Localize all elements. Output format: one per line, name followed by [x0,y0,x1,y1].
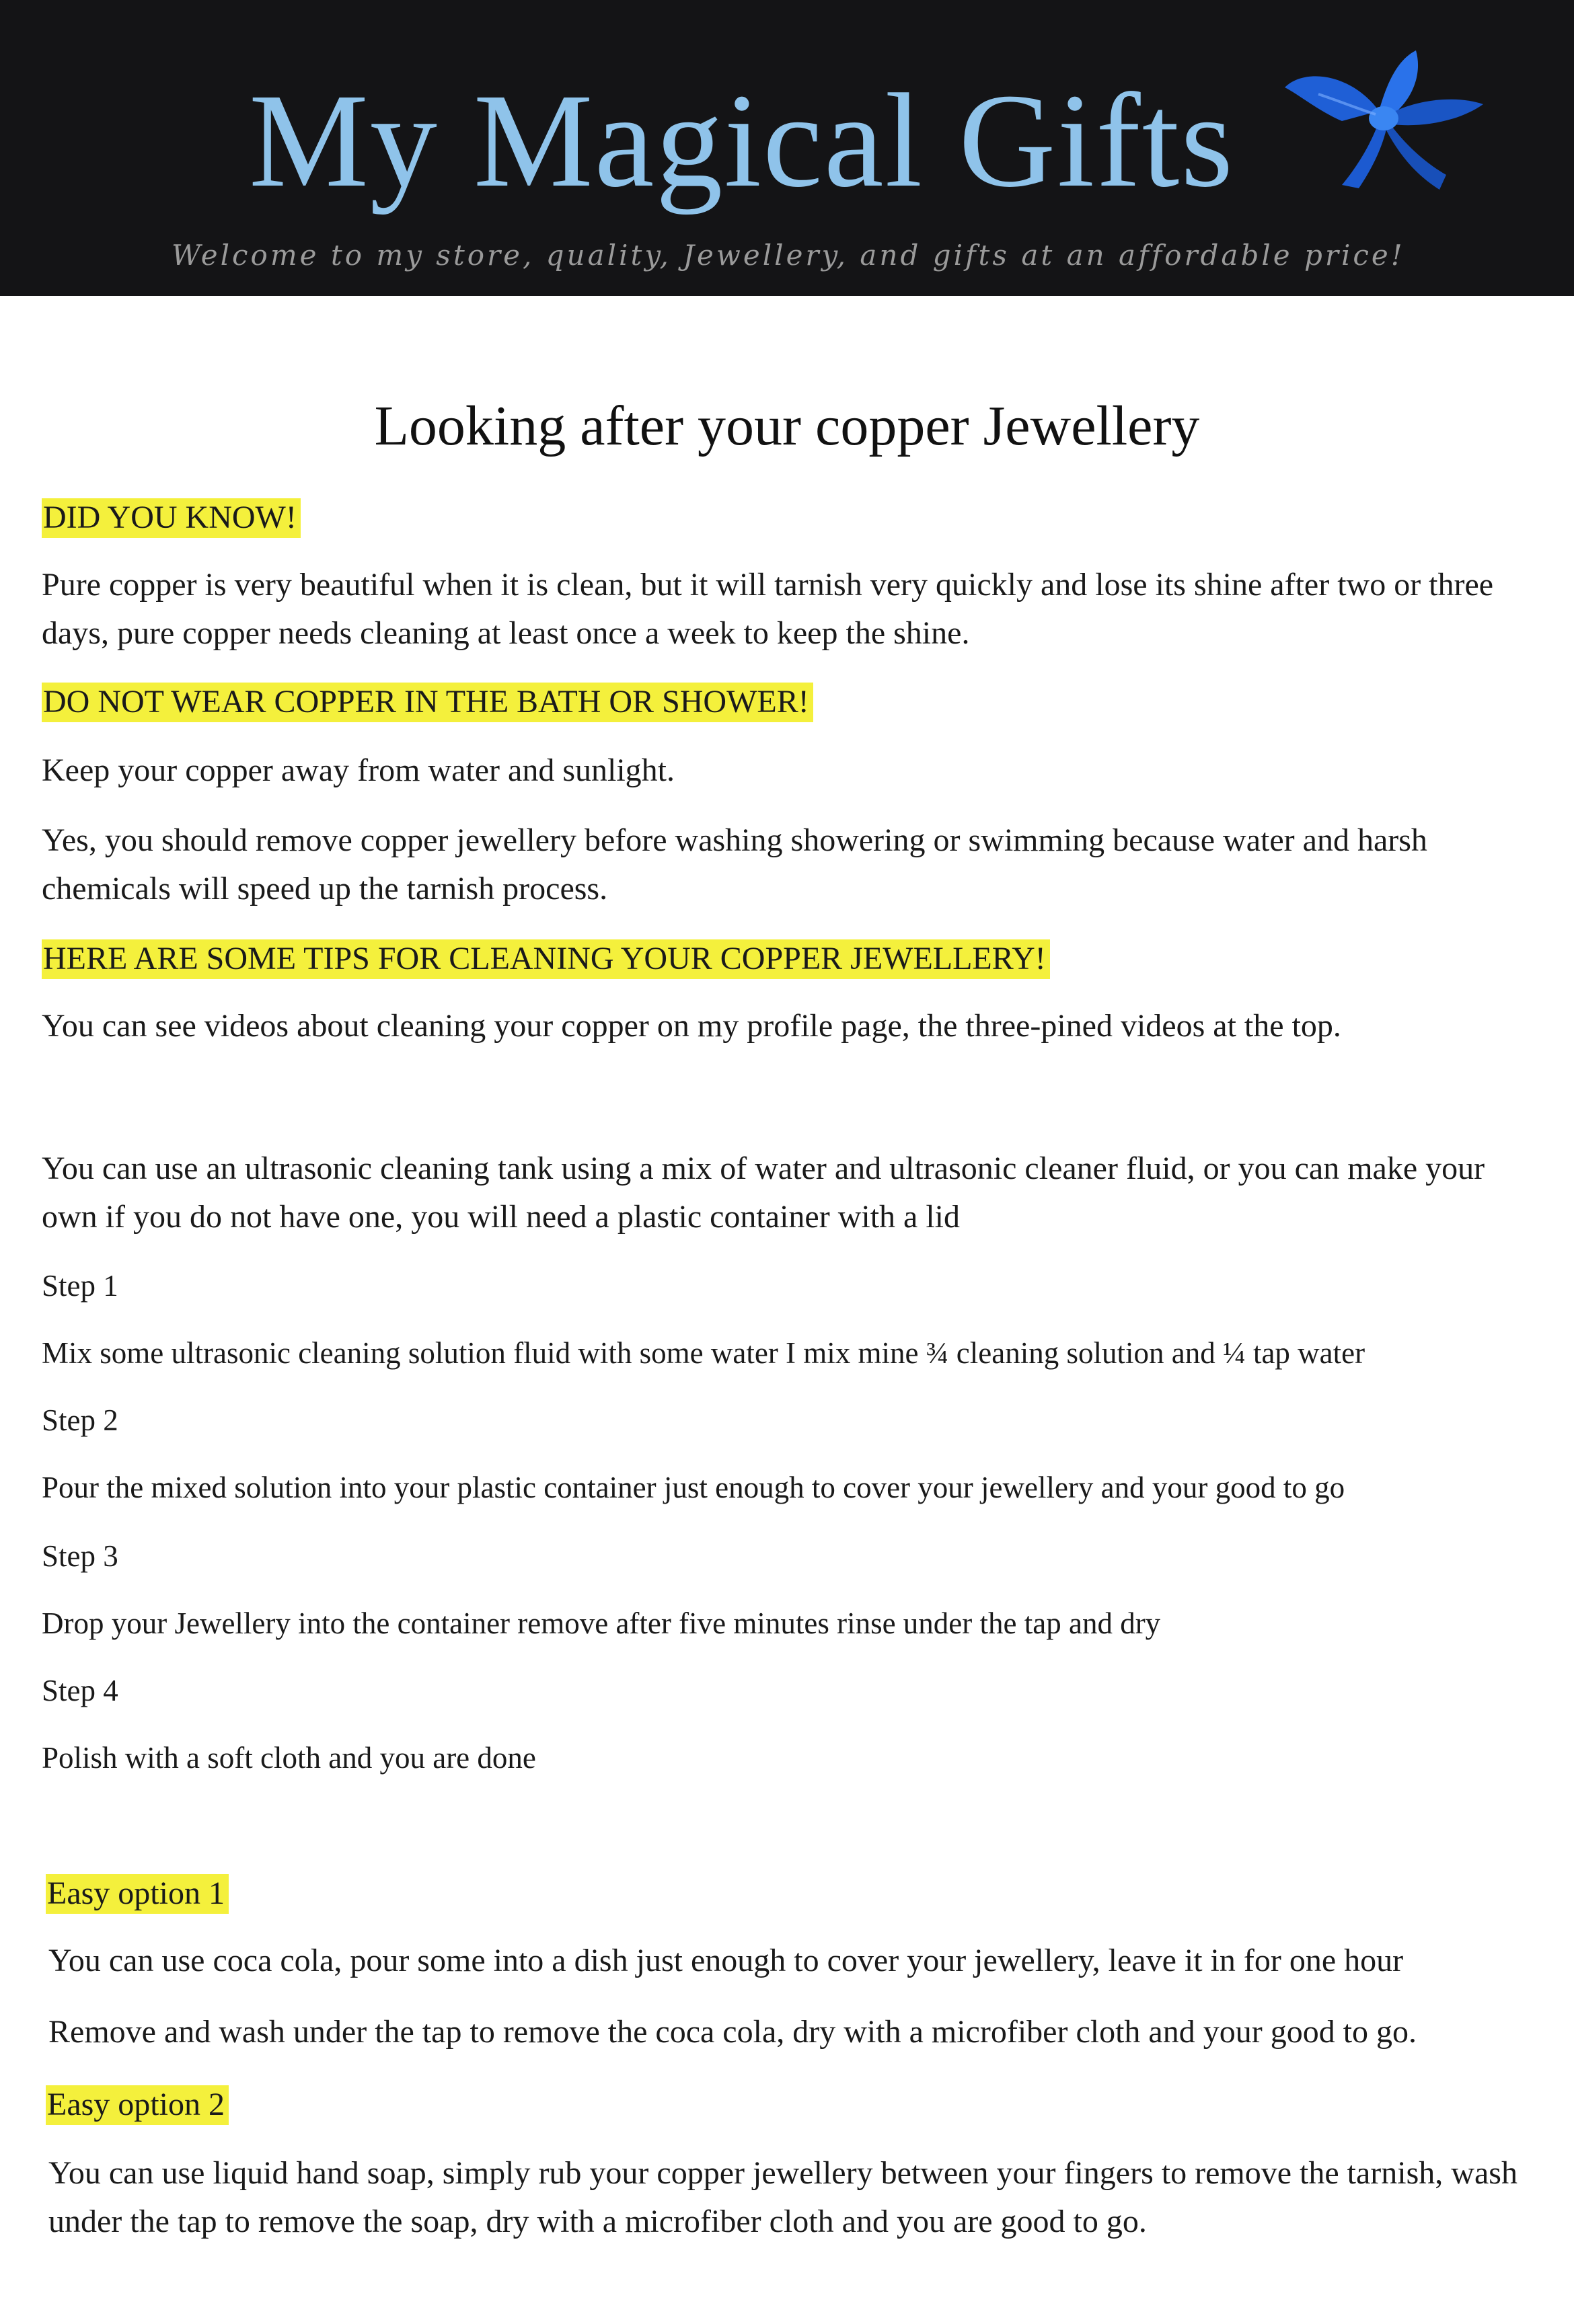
easy-option-2-text: You can use liquid hand soap, simply rub your copper jewellery between your fingers to remove the tarnish, wash under the tap to remove the soap, dry with a microfiber cloth and you are good to go. [48,2155,1517,2239]
step-1-label: Step 1 [42,1269,118,1303]
tips-videos-text: You can see videos about cleaning your copper on my profile page, the three-pined videos at the top. [42,1008,1341,1044]
did-you-know-text: Pure copper is very beautiful when it is clean, but it will tarnish very quickly and lose its shine after two or three days, pure copper needs cleaning at least once a week to keep the shine. [42,567,1494,651]
page-title: Looking after your copper Jewellery [374,395,1200,457]
ribbon-bow-icon [1278,47,1493,195]
easy-option-1-text-1: You can use coca cola, pour some into a dish just enough to cover your jewellery, leave it in for one hour [48,1943,1404,1978]
easy-option-1-text-2: Remove and wash under the tap to remove the coca cola, dry with a microfiber cloth and your good to go. [48,2014,1417,2050]
store-logo-title: My Magical Gifts [249,67,1235,215]
store-tagline: Welcome to my store, quality, Jewellery, and gifts at an affordable price! [172,239,1405,272]
step-3-label: Step 3 [42,1539,118,1573]
step-4-label: Step 4 [42,1674,118,1707]
step-1-text: Mix some ultrasonic cleaning solution fluid with some water I mix mine ¾ cleaning solution and ¼ tap water [42,1336,1365,1370]
tips-heading: HERE ARE SOME TIPS FOR CLEANING YOUR COPPER JEWELLERY! [42,935,1528,983]
water-warning-text-1: Keep your copper away from water and sunlight. [42,752,675,788]
header-banner [0,0,1574,296]
easy-option-1-heading: Easy option 1 [46,1869,1532,1918]
step-2-label: Step 2 [42,1403,118,1437]
step-2-text: Pour the mixed solution into your plastic container just enough to cover your jewellery and your good to go [42,1471,1345,1504]
easy-option-2-heading: Easy option 2 [46,2081,1532,2129]
tips-intro-text: You can use an ultrasonic cleaning tank using a mix of water and ultrasonic cleaner fluid, or you can make your own if you do not have one, you will need a plastic container with a lid [42,1151,1485,1235]
step-3-text: Drop your Jewellery into the container remove after five minutes rinse under the tap and dry [42,1606,1161,1640]
did-you-know-heading: DID YOU KNOW! [42,494,1528,542]
step-4-text: Polish with a soft cloth and you are done [42,1741,536,1775]
water-warning-heading: DO NOT WEAR COPPER IN THE BATH OR SHOWER! [42,678,1528,726]
water-warning-text-2: Yes, you should remove copper jewellery before washing showering or swimming because water and harsh chemicals will speed up the tarnish process. [42,822,1427,906]
